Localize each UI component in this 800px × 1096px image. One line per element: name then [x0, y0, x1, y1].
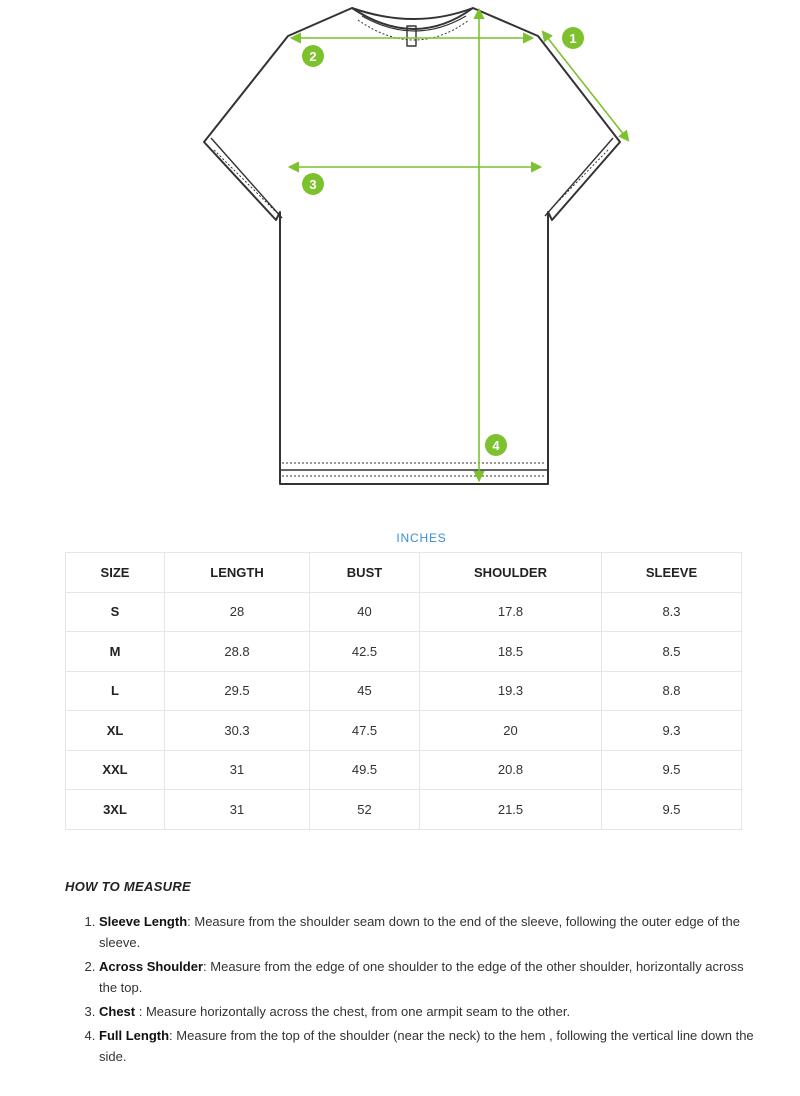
marker-4 [485, 434, 507, 456]
table-row [66, 711, 742, 751]
svg-text:2: 2 [309, 49, 317, 64]
bust-cell: 49.5 [310, 750, 420, 790]
size-chart-table [65, 552, 742, 830]
table-row [66, 750, 742, 790]
bust-cell: 42.5 [310, 632, 420, 672]
length-cell: 28.8 [165, 632, 310, 672]
step-term: Chest [99, 1004, 136, 1019]
sleeve-cell: 8.5 [602, 632, 742, 672]
bust-cell: 40 [310, 592, 420, 632]
size-cell: XL [66, 711, 165, 751]
step-term: Across Shoulder [99, 959, 204, 974]
shoulder-cell: 17.8 [420, 592, 602, 632]
marker-3 [302, 173, 324, 195]
step-separator: : [169, 1028, 177, 1043]
header-bust: BUST [310, 553, 420, 593]
step-text: Measure horizontally across the chest, from one armpit seam to the other. [145, 1004, 571, 1019]
size-cell: XXL [66, 750, 165, 790]
shoulder-cell: 18.5 [420, 632, 602, 672]
measure-steps-list [65, 911, 759, 1070]
bust-cell: 47.5 [310, 711, 420, 751]
length-cell: 31 [165, 750, 310, 790]
step-separator: : [187, 914, 195, 929]
bust-cell: 52 [310, 790, 420, 830]
sleeve-cell: 9.5 [602, 790, 742, 830]
sleeve-cell: 8.3 [602, 592, 742, 632]
size-cell: 3XL [66, 790, 165, 830]
marker-1 [562, 27, 584, 49]
svg-text:4: 4 [492, 438, 500, 453]
svg-text:3: 3 [309, 177, 317, 192]
svg-text:1: 1 [569, 31, 577, 46]
step-text: Measure from the top of the shoulder (near the neck) to the hem , following the vertical line down the side. [99, 1028, 754, 1064]
step-separator: : [203, 959, 211, 974]
step-term: Sleeve Length [99, 914, 188, 929]
shoulder-cell: 21.5 [420, 790, 602, 830]
table-row [66, 671, 742, 711]
list-item [99, 911, 759, 953]
size-cell: S [66, 592, 165, 632]
header-shoulder: SHOULDER [420, 553, 602, 593]
list-item [99, 1025, 759, 1067]
length-cell: 28 [165, 592, 310, 632]
t-shirt-diagram [0, 0, 800, 500]
bust-cell: 45 [310, 671, 420, 711]
sleeve-cell: 9.3 [602, 711, 742, 751]
marker-2 [302, 45, 324, 67]
table-header-row [66, 553, 742, 593]
t-shirt-outline [204, 8, 620, 484]
length-cell: 31 [165, 790, 310, 830]
table-row [66, 592, 742, 632]
sleeve-line [543, 32, 628, 140]
header-size: SIZE [66, 553, 165, 593]
step-text: Measure from the shoulder seam down to the end of the sleeve, following the outer edge of the sleeve. [99, 914, 740, 950]
list-item [99, 956, 759, 998]
step-text: Measure from the edge of one shoulder to the edge of the other shoulder, horizontally across the top. [99, 959, 744, 995]
table-row [66, 790, 742, 830]
size-cell: M [66, 632, 165, 672]
unit-label: INCHES [396, 531, 447, 545]
length-cell: 29.5 [165, 671, 310, 711]
measurement-lines [290, 10, 628, 480]
list-item [99, 1001, 759, 1022]
step-separator: : [135, 1004, 146, 1019]
shoulder-cell: 20.8 [420, 750, 602, 790]
length-cell: 30.3 [165, 711, 310, 751]
size-cell: L [66, 671, 165, 711]
table-row [66, 632, 742, 672]
shoulder-cell: 19.3 [420, 671, 602, 711]
header-sleeve: SLEEVE [602, 553, 742, 593]
shoulder-cell: 20 [420, 711, 602, 751]
header-length: LENGTH [165, 553, 310, 593]
step-term: Full Length [99, 1028, 170, 1043]
sleeve-cell: 8.8 [602, 671, 742, 711]
how-to-measure-title: HOW TO MEASURE [65, 879, 192, 894]
sleeve-cell: 9.5 [602, 750, 742, 790]
